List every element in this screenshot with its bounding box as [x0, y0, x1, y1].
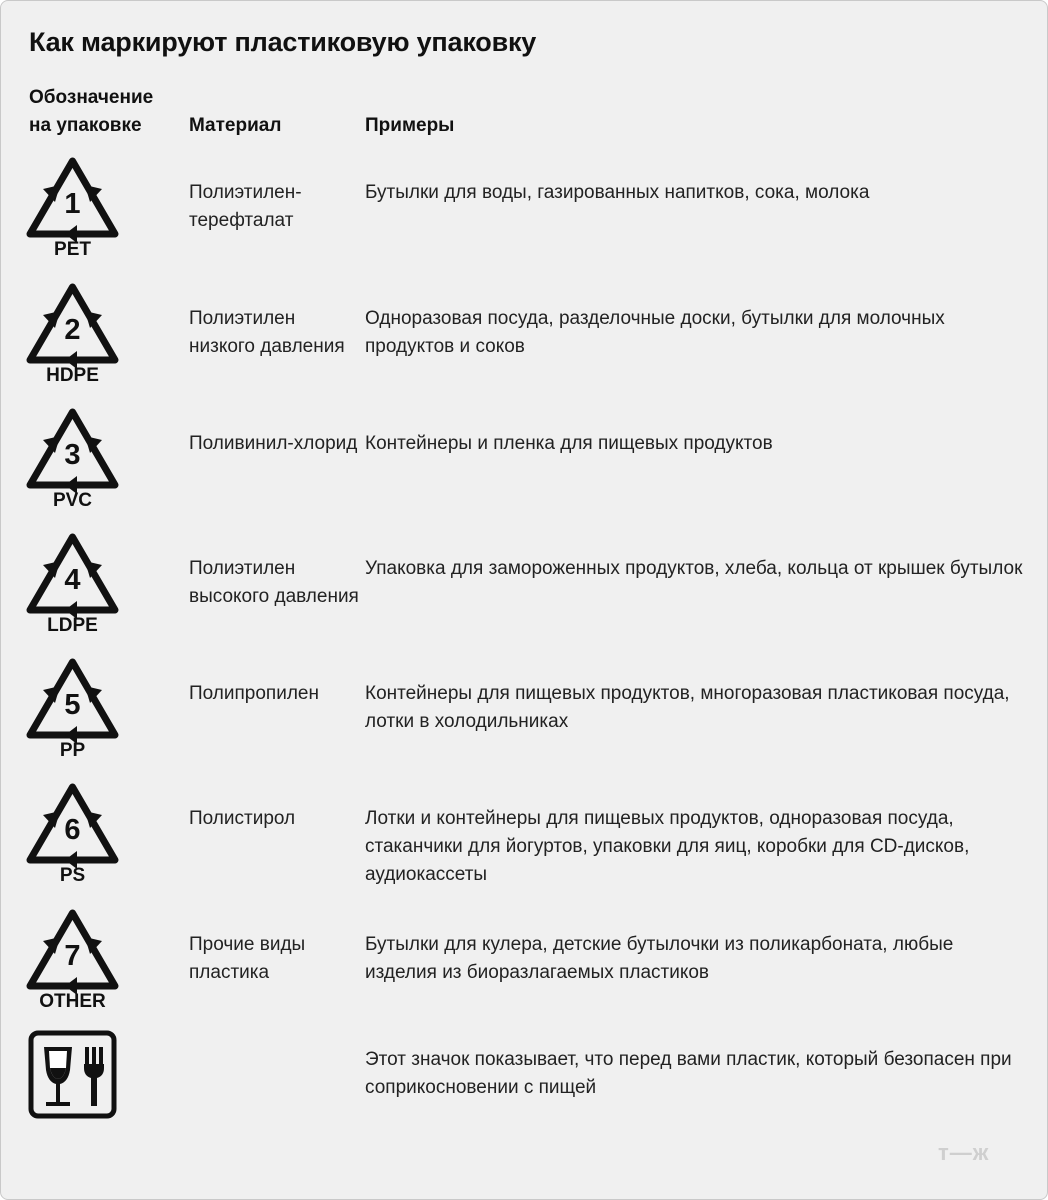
recycle-icon	[25, 281, 120, 391]
recycle-triangle-icon	[25, 281, 120, 369]
header-symbol: Обозначение на упаковке	[29, 87, 154, 136]
recycle-number: 6	[64, 814, 81, 846]
material-name: Прочие виды пластика	[189, 934, 306, 983]
glass-fork-icon	[28, 1030, 117, 1119]
recycle-icon	[25, 907, 120, 1017]
table-row	[1, 907, 1047, 1027]
recycle-triangle-icon	[25, 656, 120, 744]
plastic-code: OTHER	[39, 991, 106, 1012]
plastic-code: PET	[54, 239, 91, 260]
food-safe-description: Этот значок показывает, что перед вами пластик, который безопасен при соприкосновении с пищей	[365, 1049, 1012, 1098]
recycle-icon	[25, 406, 120, 516]
recycle-triangle-icon	[25, 531, 120, 619]
plastic-code: LDPE	[47, 615, 98, 636]
material-name: Полистирол	[189, 808, 296, 829]
examples-text: Лотки и контейнеры для пищевых продуктов, одноразовая посуда, стаканчики для йогуртов, упаковки для яиц, коробки для CD-дисков, аудиокассеты	[365, 808, 970, 885]
table-row	[1, 406, 1047, 526]
material-name: Полиэтилен-терефталат	[189, 182, 302, 231]
plastic-code: PS	[59, 865, 86, 886]
material-name: Полипропилен	[189, 683, 319, 704]
material-name: Полиэтилен высокого давления	[189, 558, 359, 607]
brand-logo: т—ж	[938, 1140, 990, 1165]
recycle-triangle-icon	[25, 155, 120, 243]
recycle-icon	[25, 155, 120, 265]
examples-text: Упаковка для замороженных продуктов, хлеба, кольца от крышек бутылок	[365, 558, 1023, 579]
header-material: Материал	[189, 115, 282, 136]
recycle-number: 2	[64, 314, 81, 346]
material-name: Поливинил-хлорид	[189, 433, 358, 454]
table-row	[1, 531, 1047, 651]
material-name: Полиэтилен низкого давления	[189, 308, 345, 357]
recycle-number: 4	[64, 564, 81, 596]
recycle-number: 3	[64, 439, 81, 471]
recycle-icon	[25, 781, 120, 891]
plastic-code: HDPE	[46, 365, 99, 386]
recycle-icon	[25, 531, 120, 641]
plastic-code: PP	[59, 740, 86, 761]
examples-text: Бутылки для воды, газированных напитков, сока, молока	[365, 182, 870, 203]
table-row	[1, 155, 1047, 275]
examples-text: Одноразовая посуда, разделочные доски, бутылки для молочных продуктов и соков	[365, 308, 945, 357]
recycle-number: 1	[64, 188, 81, 220]
header-examples: Примеры	[365, 115, 455, 136]
table-row	[1, 781, 1047, 901]
plastic-code: PVC	[52, 490, 93, 511]
recycle-number: 7	[64, 940, 81, 972]
table-row	[1, 656, 1047, 776]
page-title: Как маркируют пластиковую упаковку	[29, 27, 537, 57]
recycle-triangle-icon	[25, 781, 120, 869]
recycle-icon	[25, 656, 120, 766]
recycle-number: 5	[64, 689, 81, 721]
table-row	[1, 281, 1047, 401]
examples-text: Контейнеры и пленка для пищевых продуктов	[365, 433, 773, 454]
recycle-triangle-icon	[25, 406, 120, 494]
recycle-triangle-icon	[25, 907, 120, 995]
examples-text: Бутылки для кулера, детские бутылочки из поликарбоната, любые изделия из биоразлагаемых пластиков	[365, 934, 954, 983]
examples-text: Контейнеры для пищевых продуктов, многоразовая пластиковая посуда, лотки в холодильниках	[365, 683, 1010, 732]
